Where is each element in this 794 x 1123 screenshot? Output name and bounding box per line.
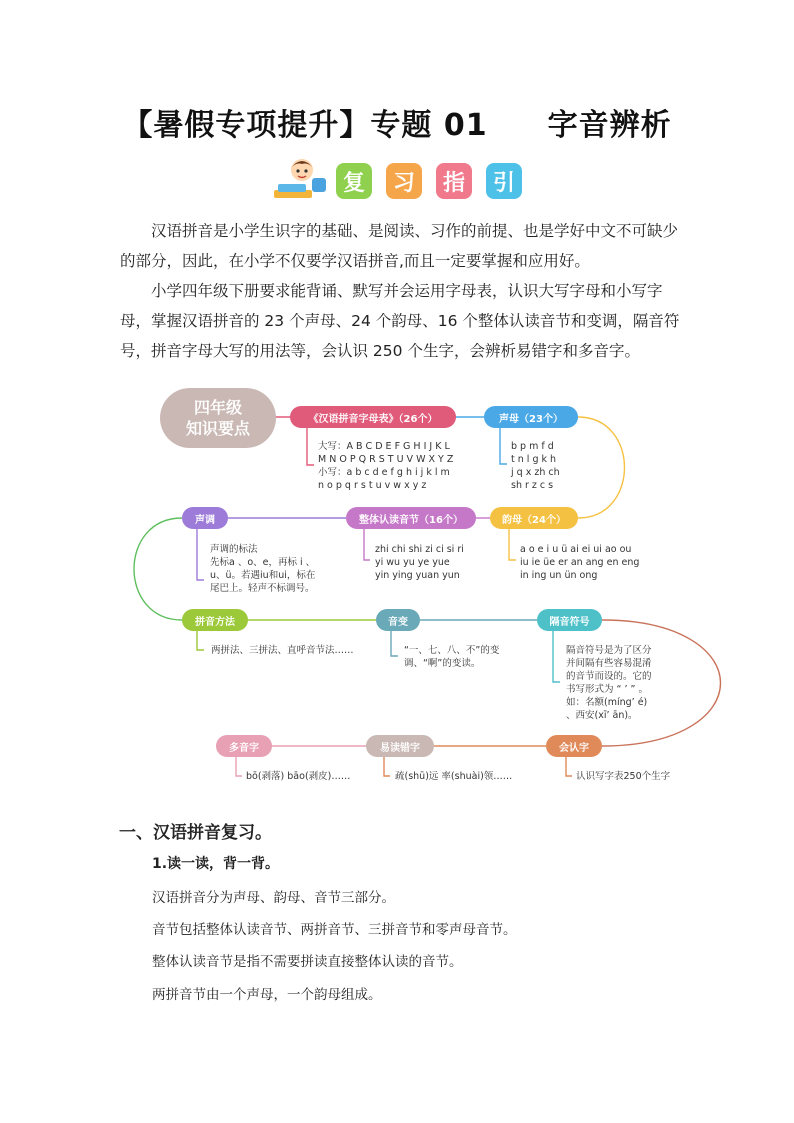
alphabet-line: 小写：a b c d e f g h i j k l m	[318, 467, 450, 478]
node-spelling-methods: 拼音方法	[182, 609, 248, 631]
title-left: 【暑假专项提升】专题 01	[122, 108, 488, 143]
node-tones: 声调	[182, 507, 228, 529]
tones-line: 声调的标法	[210, 544, 258, 555]
node-alphabet: 《汉语拼音字母表》（26个）	[290, 406, 456, 428]
node-polyphonic-text	[246, 770, 350, 783]
intro-text	[120, 216, 680, 366]
tones-line: 尾巴上。轻声不标调号。	[210, 583, 315, 594]
recognize-line: 认识写字表250个生字	[576, 771, 671, 782]
node-apostrophe-text	[566, 644, 652, 722]
page-title	[0, 100, 794, 144]
node-spelling-methods-text	[211, 644, 354, 657]
node-alphabet-text	[318, 440, 453, 492]
apostrophe-line: 并间隔有些容易混淆	[566, 658, 652, 669]
node-whole-syllables: 整体认读音节（16个）	[346, 507, 476, 529]
review-tile-2: 习	[386, 163, 422, 199]
tones-line: 先标a 、o、e，再标 i 、	[210, 557, 316, 568]
alphabet-line: M N O P Q R S T U V W X Y Z	[318, 454, 454, 465]
title-right: 字音辨析	[547, 108, 672, 143]
mindmap-center	[160, 388, 276, 448]
alphabet-line: 大写：A B C D E F G H I J K L	[318, 441, 450, 452]
node-initials-text	[511, 440, 560, 492]
intro-paragraph-2: 小学四年级下册要求能背诵、默写并会运用字母表，认识大写字母和小写字母，掌握汉语拼音的 23 个声母、24 个韵母、16 个整体认读音节和变调，隔音符号，拼音字母大写的用法等，会认识 250 个生字，会辨析易错字和多音字。	[120, 282, 680, 360]
intro-paragraph-1: 汉语拼音是小学生识字的基础、是阅读、习作的前提、也是学好中文不可缺少的部分，因此，在小学不仅要学汉语拼音,而且一定要掌握和应用好。	[120, 222, 679, 270]
change-line: 调、“啊”的变读。	[404, 658, 481, 669]
finals-line: a o e i u ü ai ei ui ao ou	[520, 544, 632, 555]
node-apostrophe: 隔音符号	[537, 609, 602, 631]
node-polyphonic: 多音字	[216, 735, 272, 757]
polyphonic-line: bō(剥落) bāo(剥皮)……	[246, 771, 351, 782]
section-line-1: 汉语拼音分为声母、韵母、音节三部分。	[152, 890, 395, 906]
node-misread-chars: 易读错字	[366, 735, 434, 757]
node-finals: 韵母（24个）	[490, 507, 578, 529]
initials-line: t n l g k h	[511, 454, 557, 465]
section-heading: 一、汉语拼音复习。	[119, 823, 272, 843]
tones-line: u、ü。若遇iu和ui，标在	[210, 570, 316, 581]
finals-line: in ing un ün ong	[520, 570, 598, 581]
finals-line: iu ie üe er an ang en eng	[520, 557, 640, 568]
alphabet-line: n o p q r s t u v w x y z	[318, 480, 427, 491]
initials-line: b p m f d	[511, 441, 554, 452]
node-tones-text	[210, 543, 315, 595]
node-initials: 声母（23个）	[484, 406, 578, 428]
section-line-4: 两拼音节由一个声母，一个韵母组成。	[152, 987, 382, 1003]
misread-line: 疏(shū)远 率(shuài)领……	[395, 771, 513, 782]
apostrophe-line: 书写形式为 “ ’ ” 。	[566, 684, 648, 695]
initials-line: j q x zh ch	[511, 467, 560, 478]
center-line-2: 知识要点	[185, 419, 250, 438]
node-sound-change: 音变	[376, 609, 420, 631]
syllables-line: zhi chi shi zi ci si ri	[375, 544, 464, 555]
node-finals-text	[520, 543, 639, 582]
syllables-line: yin ying yuan yun	[375, 570, 460, 581]
node-sound-change-text	[404, 644, 499, 670]
node-recognize-chars-text	[576, 770, 670, 783]
apostrophe-line: 如：名额(míng’ é)	[566, 697, 648, 708]
syllables-line: yi wu yu ye yue	[375, 557, 450, 568]
section-subheading: 1.读一读，背一背。	[152, 856, 280, 872]
section-line-2: 音节包括整体认读音节、两拼音节、三拼音节和零声母音节。	[152, 922, 517, 938]
review-tile-1: 复	[336, 163, 372, 199]
apostrophe-line: 的音节而设的。它的	[566, 671, 652, 682]
methods-line: 两拼法、三拼法、直呼音节法……	[211, 645, 354, 656]
node-misread-chars-text	[395, 770, 512, 783]
change-line: “一、七、八、不”的变	[404, 645, 500, 656]
center-line-1: 四年级	[193, 398, 242, 417]
review-tile-4: 引	[486, 163, 522, 199]
student-mascot-icon	[272, 156, 328, 204]
apostrophe-line: 隔音符号是为了区分	[566, 645, 652, 656]
apostrophe-line: 、西安(xī’ ān)。	[566, 710, 638, 721]
review-tile-3: 指	[436, 163, 472, 199]
node-whole-syllables-text	[375, 543, 464, 582]
node-recognize-chars: 会认字	[546, 735, 602, 757]
initials-line: sh r z c s	[511, 480, 554, 491]
section-line-3: 整体认读音节是指不需要拼读直接整体认读的音节。	[152, 954, 463, 970]
